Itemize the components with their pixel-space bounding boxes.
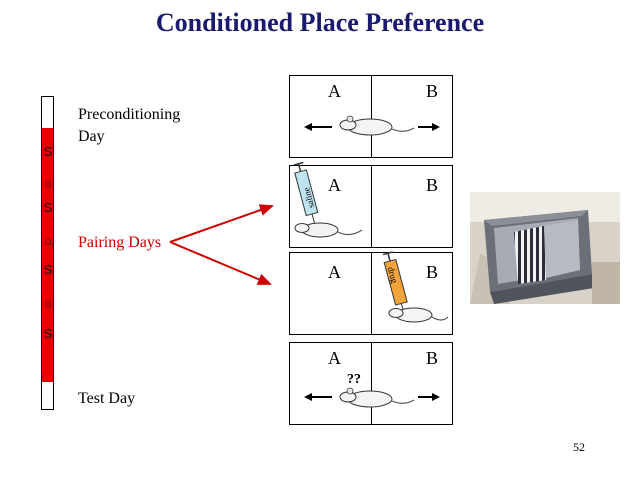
rat-icon bbox=[295, 223, 362, 237]
timeline-mark: ○ bbox=[44, 176, 52, 191]
chamber-b-label: B bbox=[426, 81, 439, 101]
right-arrowhead-icon bbox=[432, 393, 440, 401]
arrow-to-saline-pairing bbox=[170, 206, 272, 242]
rat-icon bbox=[389, 308, 448, 322]
left-arrowhead-icon bbox=[304, 393, 312, 401]
chamber-saline-pairing bbox=[289, 165, 453, 248]
chamber-b-label: B bbox=[426, 175, 439, 195]
chamber-b-label: B bbox=[426, 348, 439, 368]
timeline-mark: ○ bbox=[44, 234, 52, 249]
chamber-a-label: A bbox=[328, 262, 341, 282]
left-arrowhead-icon bbox=[304, 123, 312, 131]
test-day-label: Test Day bbox=[78, 390, 136, 407]
syringe-drug-icon bbox=[382, 252, 410, 315]
rat-free-roaming bbox=[290, 76, 454, 159]
page-number: 52 bbox=[573, 440, 585, 454]
chamber-drug-pairing bbox=[289, 252, 453, 335]
pairing-days-label: Pairing Days bbox=[78, 234, 162, 251]
arrow-to-drug-pairing bbox=[170, 242, 270, 284]
chamber-a-label: A bbox=[328, 175, 341, 195]
syringe-saline-icon bbox=[293, 162, 321, 225]
saline-injection-scene bbox=[290, 166, 454, 249]
timeline-mark: S bbox=[43, 326, 53, 341]
timeline-mark: S bbox=[43, 200, 53, 215]
preconditioning-day-label: Preconditioning Day bbox=[78, 106, 181, 145]
timeline-mark: ○ bbox=[44, 296, 52, 311]
chamber-preconditioning bbox=[289, 75, 453, 158]
cpp-apparatus-photo bbox=[470, 192, 620, 304]
drug-injection-scene bbox=[290, 253, 454, 336]
chamber-a-label: A bbox=[328, 348, 341, 368]
rat-icon bbox=[340, 116, 414, 135]
chamber-a-label: A bbox=[328, 81, 341, 101]
right-arrowhead-icon bbox=[432, 123, 440, 131]
syringe-drug-label: drug bbox=[385, 265, 400, 285]
chamber-b-label: B bbox=[426, 262, 439, 282]
timeline-mark: S bbox=[43, 144, 53, 159]
timeline-mark: S bbox=[43, 262, 53, 277]
syringe-saline-label: saline bbox=[301, 186, 317, 210]
rat-icon bbox=[340, 388, 414, 407]
rat-choice-scene bbox=[290, 343, 454, 426]
slide-title: Conditioned Place Preference bbox=[155, 8, 485, 37]
test-question-mark: ?? bbox=[347, 372, 361, 387]
chamber-test bbox=[289, 342, 453, 425]
